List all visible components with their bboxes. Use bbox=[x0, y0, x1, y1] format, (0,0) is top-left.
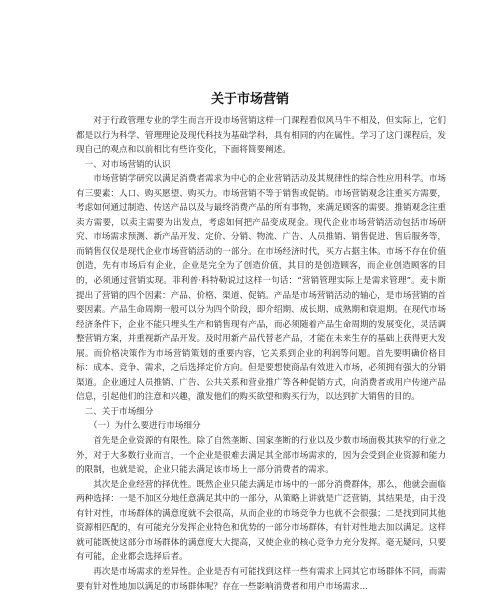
section-heading-2: 二、关于市场细分 bbox=[84, 406, 154, 417]
document-body bbox=[76, 114, 446, 594]
body-paragraph: 其次是企业经营的择优性。既然企业只能去满足市场中的一部分消费群体，那么，他就会面临两种选择：一是不加区分地任意满足其中的一部分，从策略上讲就是广泛营销，其结果是，由于没有针对性，市场群体的满意度就不会很高，从而企业的市场竞争力也就不会很强；二是找到同其他资源相匹配的，有可能充分发挥企业特色和优势的一部分市场群体，有针对性地去加以满足。这样就可能既使这部分市场群体的满意度大大提高，又使企业的核心竞争力充分发挥。毫无疑问，只要有可能，企业都会选择后者。 bbox=[76, 479, 446, 563]
subsection-heading: （一）为什么要进行市场细分 bbox=[88, 421, 201, 432]
section-heading-1: 一、对市场营销的认识 bbox=[84, 159, 171, 170]
body-paragraph: 首先是企业资源的有限性。除了自然垄断、国家垄断的行业以及少数市场面极其狭窄的行业之外，对于大多数行业而言，一个企业是很难去满足其全部市场需求的，因为会受到企业资源和能力的限制，也就是说，企业只能去满足该市场上一部分消费者的需求。 bbox=[76, 436, 446, 476]
body-paragraph: 市场营销学研究以满足消费者需求为中心的企业营销活动及其规律性的综合性应用科学。市场有三要素：人口、购买愿望、购买力。市场营销不等于销售或促销。市场营销观念注重买方需要，考虑如何通过制造、传送产品以及与最终消费产品的所有事物，来满足顾客的需要。推销观念注重卖方需要，以卖主需要为出发点，考虑如何把产品变成现金。现代企业市场营销活动包括市场研究、市场需求预测、新产品开发、定价、分销、物流、广告、人员推销、销售促进、售后服务等，而销售仅仅是现代企业市场营销活动的一部分。在市场经济时代，买方占据主体。市场不存在价值创造，先有市场后有企业，企业是完全为了创造价值，其目的是创造顾客，而企业创造顾客的目的，必须通过营销实现。菲利普·科特勒说过这样一句话：“营销管理实际上是需求管理”。麦卡斯提出了营销的四个因素：产品、价格、渠道、促销。产品是市场营销活动的轴心，是市场营销的首要因素。产品生命周期一般可以分为四个阶段，即介绍期、成长期、成熟期和衰退期。在现代市场经济条件下，企业不能只埋头生产和销售现有产品，而必须随着产品生命周期的发展变化，灵活调整营销方案，并重视新产品开发。及时用新产品代替老产品，才能在未来生存的基础上获得更大发展。而价格决策作为市场营销策划的重要内容，它关系到企业的利润等问题。首先要明确价格目标：成本、竞争、需求，之后选择定价方向。但是要想使商品有效进入市场，必须拥有强大的分销渠道。企业通过人员推销、广告、公共关系和营业推广等各种促销方式，向消费者或用户传递产品信息，引起他们的注意和兴趣，激发他们的购买欲望和购买行为，以达到扩大销售的目的。 bbox=[76, 174, 446, 403]
body-paragraph: 再次是市场需求的差异性。企业是否有可能找到这样一些有需求上同其它市场群体不同，而需要有针对性地加以满足的市场群体呢？存在一些影响消费者和用户市场需求... bbox=[76, 566, 446, 592]
document-title: 关于市场营销 bbox=[210, 92, 289, 107]
intro-paragraph: 对于行政管理专业的学生而言开设市场营销这样一门课程看似风马牛不相及，但实际上，它们都是以行为科学、管理理论及现代科技为基础学科，具有相同的内在属性。学习了这门课程后，发现自己的观点和以前相比有些许变化，下面将简要阐述。 bbox=[76, 116, 446, 156]
